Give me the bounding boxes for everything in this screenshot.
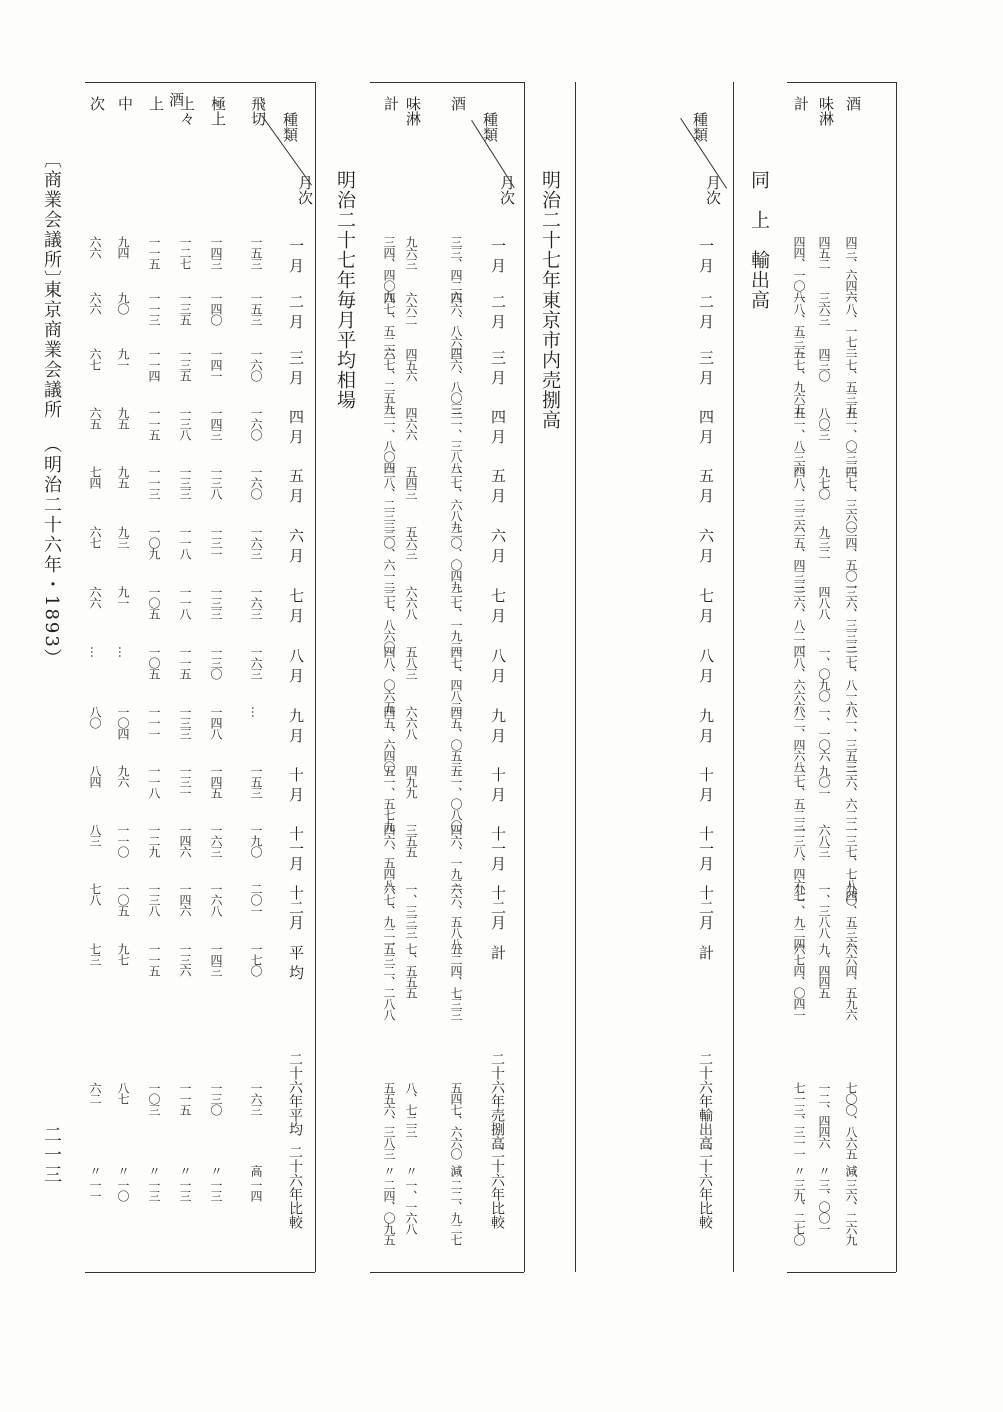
- row-name: 計: [382, 96, 400, 111]
- month-label: 十二月: [489, 885, 507, 930]
- data-cell: 九六: [116, 765, 130, 787]
- data-cell: 九一: [116, 586, 130, 608]
- data-cell: 一、〇九〇: [817, 646, 831, 701]
- month-label: 一 月: [287, 238, 305, 273]
- row-name: 味淋: [817, 96, 835, 126]
- data-cell: …: [116, 646, 130, 657]
- prev-year-cell: 五五六、三八三: [382, 1082, 396, 1159]
- data-cell: 三八、二三二: [382, 466, 396, 532]
- data-cell: 六六二: [404, 292, 418, 325]
- data-cell: 八三: [88, 824, 102, 846]
- month-label: 八 月: [287, 648, 305, 683]
- compare-cell: 〃 三、〇〇一: [817, 1165, 831, 1234]
- data-cell: 五八三: [404, 646, 418, 679]
- compare-label: 二十六年比較: [697, 1145, 713, 1229]
- source-name: 東京商業会議所: [41, 280, 62, 420]
- data-cell: 九、四四五: [817, 943, 831, 998]
- data-cell: 一、三三三: [404, 883, 418, 938]
- data-cell: 一三〇: [209, 646, 223, 679]
- table-sales-bottom-rule: [370, 1272, 524, 1273]
- month-label: 十一月: [287, 826, 305, 871]
- data-cell: 三六三: [817, 292, 831, 325]
- data-cell: 一六〇: [249, 407, 263, 440]
- data-cell: 四五、〇五二: [449, 706, 463, 772]
- month-label: 十二月: [287, 885, 305, 930]
- table-prices-bottom-rule: [85, 1272, 315, 1273]
- prev-year-label: 二十六年売捌高: [489, 1052, 505, 1150]
- compare-label: 二十六年比較: [287, 1145, 303, 1229]
- data-cell: 一二七: [178, 236, 192, 269]
- data-cell: 三六、六二二: [844, 765, 858, 831]
- month-label: 九 月: [697, 708, 715, 743]
- data-cell: 一一四: [147, 348, 161, 381]
- data-cell: 四六、八六四: [449, 292, 463, 358]
- data-cell: 五四三: [404, 466, 418, 499]
- month-label: 九 月: [287, 708, 305, 743]
- table-prices-top-rule: [85, 82, 315, 83]
- row-name: 次: [88, 96, 106, 111]
- data-cell: 四八、〇六五: [382, 646, 396, 712]
- data-cell: 一五三: [249, 236, 263, 269]
- month-label: 八 月: [489, 648, 507, 683]
- data-cell: 五一、八三六: [792, 407, 806, 473]
- prev-year-cell: 七〇〇、八六五: [844, 1082, 858, 1159]
- data-cell: 一三三: [209, 586, 223, 619]
- row-name: 上々: [178, 96, 196, 126]
- source-bracket: 〔商業会議所〕: [41, 150, 62, 290]
- compare-cell: 高 一四: [249, 1165, 263, 1201]
- type-header: 種類: [281, 112, 299, 142]
- table-export-right-rule: [896, 82, 897, 1272]
- data-cell: 一四三: [209, 407, 223, 440]
- data-cell: 五一、五七九: [382, 765, 396, 831]
- data-cell: 八四: [88, 765, 102, 787]
- data-cell: 一〇五: [116, 883, 130, 916]
- month-header: 月次: [498, 175, 516, 205]
- row-name: 酒: [844, 96, 862, 111]
- prev-year-cell: 八七: [116, 1082, 130, 1104]
- compare-cell: 〃 一、一六八: [404, 1165, 418, 1234]
- data-cell: 一一〇: [116, 824, 130, 857]
- data-cell: 四七、五二六: [382, 292, 396, 358]
- compare-cell: 減 三六、二六九: [844, 1165, 858, 1245]
- data-cell: 一四〇: [209, 292, 223, 325]
- data-cell: 八〇: [88, 706, 102, 728]
- prev-year-cell: 八、七二三: [404, 1082, 418, 1137]
- data-cell: 一一三: [147, 466, 161, 499]
- data-cell: …: [249, 706, 263, 717]
- prev-year-cell: 五四七、六六〇: [449, 1082, 463, 1159]
- prev-year-cell: 一六三: [249, 1082, 263, 1115]
- data-cell: 一三八、四六七: [792, 824, 806, 901]
- data-cell: 一六〇: [249, 466, 263, 499]
- data-cell: 三七、八一六: [844, 646, 858, 712]
- data-cell: 七三: [88, 943, 102, 965]
- month-label: 平 均: [287, 945, 305, 980]
- data-cell: 四四、一〇八: [792, 236, 806, 302]
- month-label: 一 月: [489, 238, 507, 273]
- data-cell: 三七、一九二: [449, 586, 463, 652]
- month-label: 六 月: [697, 528, 715, 563]
- data-cell: 一三一: [178, 765, 192, 798]
- data-cell: 七四: [88, 466, 102, 488]
- row-name: 中: [116, 96, 134, 111]
- month-label: 六 月: [489, 528, 507, 563]
- data-cell: 一四一: [209, 348, 223, 381]
- table-export-bottom-rule: [787, 1272, 896, 1273]
- compare-cell: 〃 一三: [209, 1165, 223, 1201]
- data-cell: 一二九: [147, 824, 161, 857]
- data-cell: 一四三: [209, 236, 223, 269]
- data-cell: 六六: [88, 586, 102, 608]
- data-cell: 一六三: [249, 526, 263, 559]
- data-cell: 三七、五二三: [792, 765, 806, 831]
- data-cell: 九一、九二四: [792, 883, 806, 949]
- data-cell: 三一、八〇四: [382, 407, 396, 473]
- data-cell: 三五五: [404, 824, 418, 857]
- data-cell: 一三五: [178, 292, 192, 325]
- data-cell: 一、一〇六: [817, 706, 831, 761]
- data-cell: 一一八: [178, 586, 192, 619]
- compare-cell: 〃 一一: [88, 1165, 102, 1201]
- data-cell: 六六八: [404, 586, 418, 619]
- table-export-separator: [733, 82, 734, 1272]
- prev-year-cell: 一〇三: [147, 1082, 161, 1115]
- data-cell: 一六三: [249, 586, 263, 619]
- row-name: 酒: [449, 96, 467, 111]
- month-label: 三 月: [489, 350, 507, 385]
- page-number: 二一三: [41, 1125, 62, 1185]
- data-cell: 一四三: [209, 943, 223, 976]
- prev-year-cell: 一一五: [178, 1082, 192, 1115]
- data-cell: 一三七、七八四: [844, 824, 858, 901]
- month-header: 月次: [704, 175, 722, 205]
- data-cell: 四五六: [404, 348, 418, 381]
- table-prices-right-rule: [315, 82, 316, 1272]
- data-cell: 一〇五: [147, 646, 161, 679]
- data-cell: 九七〇: [817, 466, 831, 499]
- data-cell: 七八: [88, 883, 102, 905]
- row-name: 極上: [209, 96, 227, 126]
- prev-year-cell: 六二: [88, 1082, 102, 1104]
- data-cell: 一三三: [178, 706, 192, 739]
- data-cell: 四六、一九三: [449, 824, 463, 890]
- data-cell: 九〇一: [817, 765, 831, 798]
- data-cell: 二五、四三三: [792, 526, 806, 592]
- data-cell: 六五: [88, 407, 102, 429]
- data-cell: 九五: [116, 407, 130, 429]
- data-cell: 一〇九: [147, 526, 161, 559]
- month-label: 二 月: [287, 294, 305, 329]
- data-cell: 六六、五八八: [449, 883, 463, 949]
- data-cell: 四八、三三六: [792, 466, 806, 532]
- table-sales-separator: [575, 82, 576, 1272]
- compare-cell: 〃 一〇: [116, 1165, 130, 1201]
- data-cell: 四七、三六〇: [844, 466, 858, 532]
- data-cell: 三七、六八九: [449, 466, 463, 532]
- data-cell: 一五三: [249, 292, 263, 325]
- prev-year-label: 二十六年平均: [287, 1052, 303, 1136]
- data-cell: 六八三: [817, 824, 831, 857]
- data-cell: 四三、六四六: [844, 236, 858, 302]
- month-label: 十 月: [287, 767, 305, 802]
- compare-label: 二十六年比較: [489, 1145, 505, 1229]
- month-header: 月次: [296, 175, 314, 205]
- month-label: 七 月: [287, 588, 305, 623]
- prev-year-cell: 七一三、三一一: [792, 1082, 806, 1159]
- data-cell: 四九九: [404, 765, 418, 798]
- month-label: 三 月: [697, 350, 715, 385]
- data-cell: 六七: [88, 348, 102, 370]
- month-label: 計: [697, 945, 715, 960]
- month-label: 計: [489, 945, 507, 960]
- data-cell: 四六、五四八: [382, 824, 396, 890]
- data-cell: 四七、四八二: [449, 646, 463, 712]
- data-cell: 一八、五三五: [792, 292, 806, 358]
- data-cell: 九五: [116, 466, 130, 488]
- data-cell: 五一、〇三三: [844, 407, 858, 473]
- data-cell: 三七、二五九: [382, 348, 396, 414]
- data-cell: 六六: [88, 236, 102, 258]
- data-cell: 一五三: [249, 765, 263, 798]
- row-name: 計: [792, 96, 810, 111]
- month-label: 九 月: [489, 708, 507, 743]
- data-cell: 八〇三: [817, 407, 831, 440]
- data-cell: 四六六: [404, 407, 418, 440]
- type-header: 種類: [691, 112, 709, 142]
- table-sales-right-rule: [524, 82, 525, 1272]
- data-cell: 一七〇: [249, 943, 263, 976]
- data-cell: 六六八: [404, 706, 418, 739]
- data-cell: 三七、八六〇: [382, 586, 396, 652]
- data-cell: 九一: [116, 348, 130, 370]
- data-cell: 一八、一七二: [844, 292, 858, 358]
- month-label: 十一月: [489, 826, 507, 871]
- data-cell: 一一八: [147, 765, 161, 798]
- data-cell: 三〇、六一二: [382, 526, 396, 592]
- month-label: 十 月: [489, 767, 507, 802]
- row-name: 飛切: [249, 96, 267, 126]
- group-label: 酒: [167, 92, 185, 107]
- data-cell: 八一、三五三: [844, 706, 858, 772]
- prev-year-cell: 一三〇: [209, 1082, 223, 1115]
- data-cell: 五三二、二八八: [382, 943, 396, 1020]
- compare-cell: 〃 三九、二七〇: [792, 1165, 806, 1245]
- prev-year-cell: 一二、四四六: [817, 1082, 831, 1148]
- data-cell: 四五二: [817, 236, 831, 269]
- data-cell: 一一三: [147, 292, 161, 325]
- data-cell: 一四六: [178, 824, 192, 857]
- data-cell: 九〇、五三六: [844, 883, 858, 949]
- data-cell: 五二四、七三三: [449, 943, 463, 1020]
- data-cell: 一一五: [178, 646, 192, 679]
- data-cell: 九三: [116, 526, 130, 548]
- month-label: 十 月: [697, 767, 715, 802]
- data-cell: 九三二: [817, 526, 831, 559]
- month-label: 一 月: [697, 238, 715, 273]
- data-cell: 一六三: [209, 824, 223, 857]
- table-prices-title: 明治二十七年毎月平均相場: [334, 170, 356, 410]
- data-cell: 一三八: [147, 883, 161, 916]
- data-cell: 一〇四: [116, 706, 130, 739]
- month-label: 七 月: [489, 588, 507, 623]
- data-cell: 一九〇: [249, 824, 263, 857]
- month-label: 五 月: [287, 468, 305, 503]
- data-cell: 一三八: [178, 407, 192, 440]
- data-cell: 三三、四二六: [449, 236, 463, 302]
- month-label: 十二月: [697, 885, 715, 930]
- data-cell: 三六、八二一: [792, 586, 806, 652]
- data-cell: 五一、〇八〇: [449, 765, 463, 831]
- row-name: 上: [147, 96, 165, 111]
- data-cell: 四八、六六六: [792, 646, 806, 712]
- month-label: 十一月: [697, 826, 715, 871]
- type-header: 種類: [481, 112, 499, 142]
- data-cell: 一三三: [178, 466, 192, 499]
- data-cell: …: [88, 646, 102, 657]
- table-sales-top-rule: [370, 82, 524, 83]
- data-cell: 八二、四六八: [792, 706, 806, 772]
- data-cell: 三六、八〇三: [449, 348, 463, 414]
- prev-year-label: 二十六年輸出高: [697, 1052, 713, 1150]
- data-cell: 一三五: [178, 348, 192, 381]
- data-cell: 一六八: [209, 883, 223, 916]
- month-label: 二 月: [697, 294, 715, 329]
- data-cell: 九四: [116, 236, 130, 258]
- data-cell: 一一八: [178, 526, 192, 559]
- data-cell: 六七四、〇四一: [792, 943, 806, 1020]
- data-cell: 九七: [116, 943, 130, 965]
- compare-cell: 〃 一三: [178, 1165, 192, 1201]
- data-cell: 四三〇: [817, 348, 831, 381]
- data-cell: 一一五: [147, 407, 161, 440]
- data-cell: 六七: [88, 526, 102, 548]
- source-year: （明治二十六年・1893）: [41, 435, 62, 669]
- table-export-title: 同 上 輸出高: [748, 170, 770, 310]
- data-cell: 一一五: [147, 943, 161, 976]
- month-label: 四 月: [489, 409, 507, 444]
- data-cell: 七、五五五: [404, 943, 418, 998]
- compare-cell: 減 二二、九二七: [449, 1165, 463, 1245]
- data-cell: 一四五: [209, 765, 223, 798]
- compare-cell: 〃 二四、〇九五: [382, 1165, 396, 1245]
- table-export-top-rule: [787, 82, 896, 83]
- compare-cell: 〃 一三: [147, 1165, 161, 1201]
- data-cell: 三〇、〇四九: [449, 526, 463, 592]
- data-cell: 一、三八八: [817, 883, 831, 938]
- data-cell: 一三六: [178, 943, 192, 976]
- data-cell: 一一一: [147, 706, 161, 739]
- month-label: 八 月: [697, 648, 715, 683]
- month-label: 四 月: [697, 409, 715, 444]
- data-cell: 一七、五三五: [844, 348, 858, 414]
- data-cell: 一三八: [209, 466, 223, 499]
- data-cell: 五六三: [404, 526, 418, 559]
- data-cell: 二〇一: [249, 883, 263, 916]
- data-cell: 九六三: [404, 236, 418, 269]
- data-cell: 一一五: [147, 236, 161, 269]
- table-sales-title: 明治二十七年東京市内売捌高: [539, 170, 561, 430]
- month-label: 七 月: [697, 588, 715, 623]
- data-cell: 一四六: [178, 883, 192, 916]
- row-name: 味淋: [404, 96, 422, 126]
- data-cell: 四八八: [817, 586, 831, 619]
- month-label: 二 月: [489, 294, 507, 329]
- month-label: 五 月: [697, 468, 715, 503]
- data-cell: 一三一: [209, 526, 223, 559]
- data-cell: 三一、三八八: [449, 407, 463, 473]
- data-cell: 二四、五〇一: [844, 526, 858, 592]
- data-cell: 六六: [88, 292, 102, 314]
- data-cell: 一〇五: [147, 586, 161, 619]
- month-label: 三 月: [287, 350, 305, 385]
- data-cell: 一六〇: [249, 348, 263, 381]
- data-cell: 一六三: [249, 646, 263, 679]
- month-label: 五 月: [489, 468, 507, 503]
- data-cell: 三四、四〇九: [382, 236, 396, 302]
- data-cell: 一七、九六五: [792, 348, 806, 414]
- data-cell: 九〇: [116, 292, 130, 314]
- data-cell: 六六四、五九六: [844, 943, 858, 1020]
- data-cell: 一四八: [209, 706, 223, 739]
- month-label: 四 月: [287, 409, 305, 444]
- data-cell: 三六、三三三: [844, 586, 858, 652]
- month-label: 六 月: [287, 528, 305, 563]
- data-cell: 六七、九二一: [382, 883, 396, 949]
- data-cell: 四五、六四〇: [382, 706, 396, 772]
